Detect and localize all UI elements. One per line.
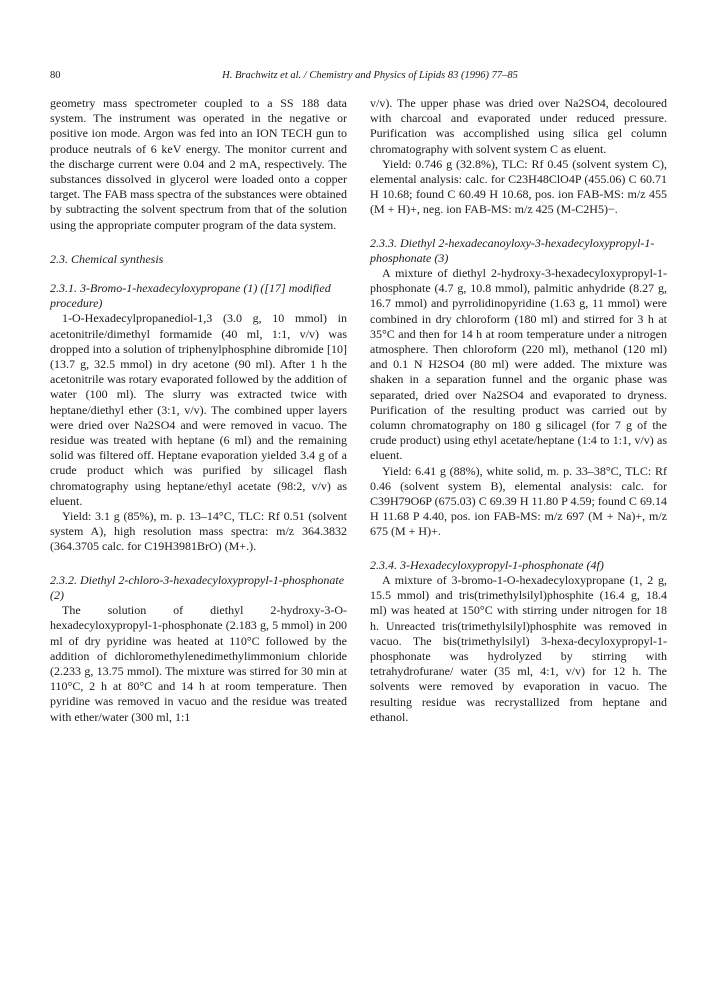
section-heading-chemical-synthesis: 2.3. Chemical synthesis <box>50 251 164 266</box>
page-number: 80 <box>50 70 61 81</box>
subsection-heading-2-3-1: 2.3.1. 3-Bromo-1-hexadecyloxypropane (1) ([17] modified procedure) <box>50 281 331 311</box>
subsection-heading-2-3-4: 2.3.4. 3-Hexadecyloxypropyl-1-phosphonate (4f) <box>370 557 604 572</box>
running-title: H. Brachwitz et al. / Chemistry and Physics of Lipids 83 (1996) 77–85 <box>222 70 518 81</box>
yield-2-3-2: Yield: 0.746 g (32.8%), TLC: Rf 0.45 (solvent system C), elemental analysis: calc. for C23H48ClO4P (455.06) C 60.71 H 10.68; found C 60.49 H 10.68, pos. ion FAB-MS: m/z 455 (M + H)+, neg. ion FAB-MS: m/z 425 (M-C2H5)−. <box>370 156 667 217</box>
paragraph-2-3-1: 1-O-Hexadecylpropanediol-1,3 (3.0 g, 10 mmol) in acetonitrile/dimethyl formamide (40 ml, 1:1, v/v) was dropped into a solution of triphenylphosphine dibromide [10] (13.7 g, 32.5 mmol) in dry acetone (90 ml). After 1 h the acetonitrile was rotary evaporated followed by the addition of water (100 ml). The slurry was extracted twice with heptane/diethyl ether (3:1, v/v). The combined upper layers were dried over Na2SO4 and were removed in vacuo. The residue was treated with heptane (6 ml) and the remaining solid was filtered off. Heptane evaporation yielded 3.4 g of a crude product which was purified by silicagel flash chromatography using heptane/ethyl acetate (98:2, v/v) as eluent. <box>50 311 347 508</box>
paragraph-2-3-2-continued: v/v). The upper phase was dried over Na2SO4, decoloured with charcoal and evaporated under reduced pressure. Purification was accomplished using silica gel column chromatography with solvent system C as eluent. <box>370 96 667 156</box>
paragraph-2-3-4: A mixture of 3-bromo-1-O-hexadecyloxypropane (1, 2 g, 15.5 mmol) and tris(trimethylsilyl)phosphite (16.4 g, 18.4 ml) was heated at 150°C with stirring under nitrogen for 18 h. Unreacted tris(trimethylsilyl)phosphite was removed in vacuo. The bis(trimethylsilyl) 3-hexa-decyloxypropyl-1-phosphonate was hydrolyzed by stirring with tetrahydrofurane/ water (35 ml, 4:1, v/v) for 12 h. The solvents were removed by evaporation in vacuo. The resulting residue was recrystallized from heptane and ethanol. <box>370 572 667 724</box>
paragraph-2-3-2: The solution of diethyl 2-hydroxy-3-O-hexadecyloxypropyl-1-phosphonate (2.183 g, 5 mmol) in 200 ml of dry pyridine was heated at 110°C followed by the addition of dichloromethylenedimethylimmonium chloride (2.233 g, 13.75 mmol). The mixture was stirred for 30 min at 110°C, 2 h at 80°C and 14 h at room temperature. Then pyridine was removed in vacuo and the residue was treated with ether/water (300 ml, 1:1 <box>50 603 347 724</box>
yield-2-3-3: Yield: 6.41 g (88%), white solid, m. p. 33–38°C, TLC: Rf 0.46 (solvent system B), elemental analysis: calc. for C39H79O6P (675.03) C 69.39 H 11.80 P 4.59; found C 69.14 H 11.68 P 4.40, pos. ion FAB-MS: m/z 697 (M + Na)+, m/z 675 (M + H)+. <box>370 463 667 539</box>
yield-2-3-1: Yield: 3.1 g (85%), m. p. 13–14°C, TLC: Rf 0.51 (solvent system A), high resolution mass spectra: m/z 364.3832 (364.3705 calc. for C19H3981BrO) (M+.). <box>50 509 347 554</box>
subsection-heading-2-3-3: 2.3.3. Diethyl 2-hexadecanoyloxy-3-hexadecyloxypropyl-1-phosphonate (3) <box>370 235 655 265</box>
left-column <box>50 96 347 725</box>
right-column <box>370 96 667 725</box>
subsection-heading-2-3-2: 2.3.2. Diethyl 2-chloro-3-hexadecyloxypropyl-1-phosphonate (2) <box>50 572 345 602</box>
page-header <box>50 70 690 86</box>
paragraph-2-3-3: A mixture of diethyl 2-hydroxy-3-hexadecyloxypropyl-1-phosphonate (4.7 g, 10.8 mmol), palmitic anhydride (8.27 g, 16.7 mmol) and pyrrolidinopyridine (1.63 g, 11 mmol) were combined in dry chloroform (180 ml) and stirred for 3 h at 35°C and then for 14 h at room temperature under a nitrogen atmosphere. Then chloroform (220 ml), methanol (120 ml) and 0.1 N H2SO4 (80 ml) were added. The mixture was shaken in a separation funnel and the organic phase was separated, dried over Na2SO4 and evaporated to dryness. Purification of the resulting product was carried out by column chromatography on 180 g silicagel (for 7 g of the crude product) using ethyl acetate/heptane (1:4 to 1:1, v/v) as eluent. <box>370 266 667 463</box>
paragraph-ms-description: geometry mass spectrometer coupled to a SS 188 data system. The instrument was operated in the negative or positive ion mode. Argon was fed into an ION TECH gun to produce neutrals of 6 keV energy. The monitor current and the discharge current were 0.04 and 2 mA, respectively. The substances dissolved in glycerol were loaded onto a copper target. The FAB mass spectra of the substances were obtained by subtracting the solvent spectrum from that of the solution using the appropriate computer program of the data system. <box>50 96 347 232</box>
